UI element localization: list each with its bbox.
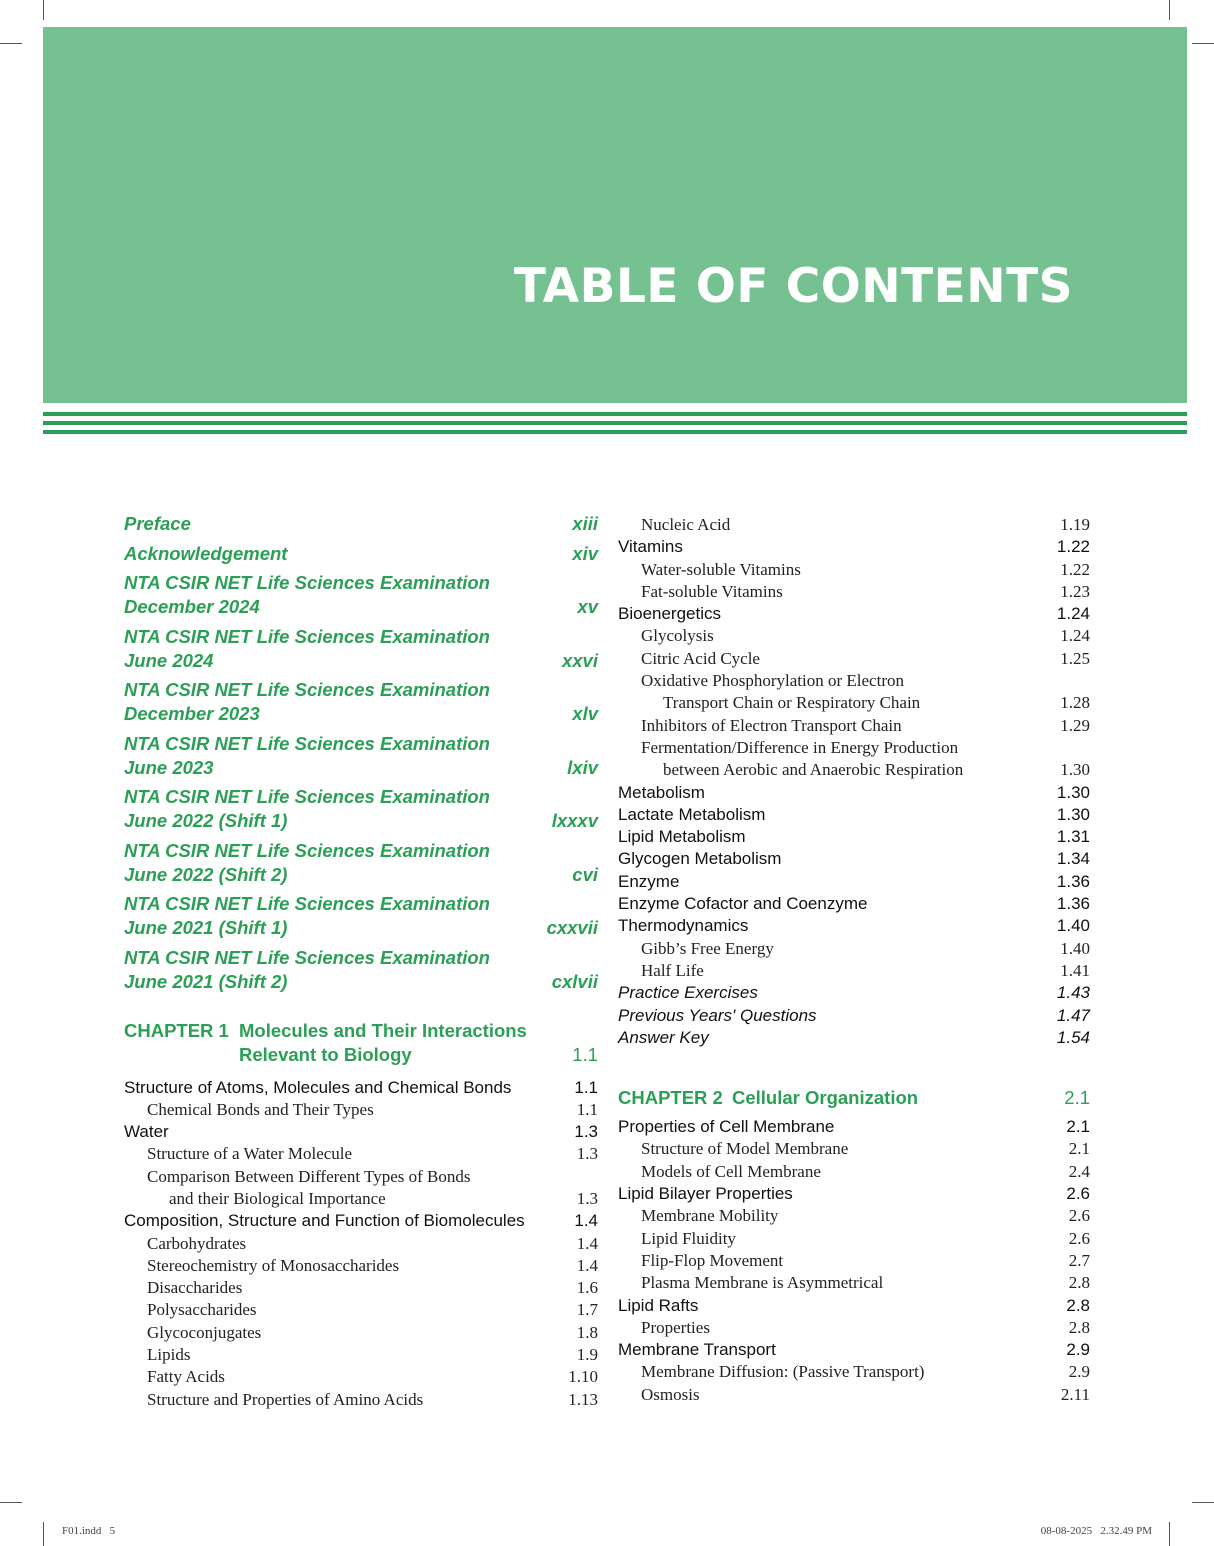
- toc-entry-page: 1.9: [576, 1345, 598, 1365]
- front-matter-label: June 2024: [124, 649, 214, 671]
- front-matter-page: xxvi: [561, 649, 598, 671]
- chapter-page: 1.1: [572, 1043, 598, 1065]
- toc-entry-label: Lipid Rafts: [618, 1295, 699, 1315]
- toc-entry-label: Flip-Flop Movement: [641, 1250, 784, 1270]
- toc-entry-label: Transport Chain or Respiratory Chain: [663, 693, 921, 713]
- toc-entry-page: 2.6: [1068, 1228, 1090, 1248]
- toc-entry-label: Carbohydrates: [147, 1233, 247, 1253]
- toc-entry-h3[interactable]: [618, 692, 1090, 714]
- toc-entry-page: 1.4: [574, 1211, 598, 1231]
- crop-mark: [1192, 1502, 1214, 1503]
- crop-mark: [43, 1522, 44, 1546]
- toc-entry-h2[interactable]: [124, 1344, 598, 1366]
- toc-entry-label: Lactate Metabolism: [618, 804, 766, 824]
- toc-entry-page: 1.29: [1060, 715, 1090, 735]
- toc-entry-h2[interactable]: [618, 559, 1090, 581]
- toc-entry-page: 1.23: [1060, 581, 1090, 601]
- toc-entry-label: Thermodynamics: [618, 916, 749, 936]
- front-matter-label: June 2022 (Shift 1): [124, 810, 288, 831]
- front-matter-list: [124, 512, 598, 994]
- front-matter-label: December 2024: [124, 596, 260, 617]
- toc-entry-h1[interactable]: [124, 1121, 598, 1143]
- front-matter-item[interactable]: [124, 946, 598, 994]
- toc-entry-h1[interactable]: [618, 1295, 1090, 1317]
- front-matter-page: cxxvii: [546, 917, 598, 938]
- toc-entry-label: Composition, Structure and Function of Biomolecules: [124, 1211, 525, 1231]
- toc-entry-page: 1.30: [1056, 782, 1090, 802]
- toc-entry-h1[interactable]: [618, 893, 1090, 915]
- divider-stripe: [43, 412, 1187, 416]
- toc-entry-page: 1.40: [1056, 916, 1090, 936]
- toc-entry-label: Water-soluble Vitamins: [641, 559, 801, 579]
- chapter-number: CHAPTER 2: [618, 1087, 723, 1109]
- toc-entry-label: Osmosis: [641, 1384, 700, 1404]
- front-matter-page: lxxxv: [551, 810, 598, 831]
- toc-entry-page: 1.3: [576, 1144, 598, 1164]
- crop-mark: [0, 1502, 22, 1503]
- front-matter-label: NTA CSIR NET Life Sciences Examination: [124, 786, 490, 807]
- footer-timestamp: 08-08-2025 2.32.49 PM: [1040, 1525, 1152, 1537]
- toc-entry-label: Lipid Bilayer Properties: [618, 1184, 793, 1204]
- toc-entry-label: Metabolism: [618, 782, 705, 802]
- front-matter-page: xiv: [572, 542, 598, 564]
- front-matter-page: xlv: [572, 703, 598, 724]
- toc-entry-page: 1.47: [1056, 1005, 1090, 1025]
- front-matter-page: xv: [577, 596, 598, 617]
- front-matter-page: xiii: [572, 513, 598, 534]
- toc-entry-page: 1.25: [1060, 648, 1090, 668]
- toc-entry-h2[interactable]: [618, 1205, 1090, 1227]
- toc-entry-h1[interactable]: [618, 848, 1090, 870]
- crop-mark: [1169, 1522, 1170, 1546]
- toc-entry-page: 2.1: [1066, 1117, 1090, 1137]
- toc-entry-label: Nucleic Acid: [641, 515, 731, 534]
- front-matter-label: June 2021 (Shift 2): [124, 970, 288, 992]
- toc-entry-h1[interactable]: [124, 1210, 598, 1232]
- toc-entry-page: 2.9: [1066, 1340, 1090, 1360]
- front-matter-label: NTA CSIR NET Life Sciences Examination: [124, 679, 490, 700]
- toc-entry-label: Membrane Transport: [618, 1340, 776, 1360]
- front-matter-item[interactable]: [124, 839, 598, 887]
- toc-entry-label: Bioenergetics: [618, 604, 722, 624]
- front-matter-row: [124, 649, 598, 673]
- toc-entry-label: Glycolysis: [641, 626, 714, 646]
- chapter-page: 2.1: [1064, 1087, 1090, 1109]
- toc-entry-h1[interactable]: [618, 871, 1090, 893]
- toc-entry-h2[interactable]: [618, 648, 1090, 670]
- toc-entry-label: Membrane Diffusion: (Passive Transport): [641, 1362, 925, 1382]
- toc-entry-page: 2.8: [1068, 1273, 1090, 1293]
- toc-entry-label: Structure and Properties of Amino Acids: [147, 1389, 424, 1409]
- header-banner: [43, 27, 1187, 403]
- toc-entry-page: 1.30: [1060, 760, 1090, 780]
- toc-entry-h1[interactable]: [618, 1339, 1090, 1361]
- crop-mark: [1192, 43, 1214, 44]
- toc-entry-page: 1.3: [574, 1122, 598, 1142]
- toc-entry-page: 1.43: [1056, 983, 1090, 1003]
- toc-entry-page: 1.22: [1060, 559, 1090, 579]
- footer-file-slug: F01.indd 5: [62, 1525, 116, 1537]
- front-matter-item[interactable]: [124, 892, 598, 940]
- toc-entry-page: 2.1: [1068, 1139, 1090, 1159]
- toc-entry-h2[interactable]: [618, 1272, 1090, 1294]
- chapter-number: CHAPTER 1: [124, 1019, 229, 1041]
- toc-entry-page: 1.1: [576, 1099, 598, 1119]
- front-matter-item[interactable]: [124, 512, 598, 536]
- toc-entry-label: Chemical Bonds and Their Types: [147, 1099, 374, 1119]
- toc-entry-label: Disaccharides: [147, 1278, 243, 1298]
- toc-entry-h2[interactable]: [124, 1389, 598, 1411]
- toc-entry-h2[interactable]: [618, 1384, 1090, 1406]
- toc-entry-page: 2.11: [1060, 1384, 1090, 1404]
- chapter-title[interactable]: Relevant to Biology: [239, 1043, 412, 1065]
- toc-entry-page: 1.34: [1056, 849, 1090, 869]
- chapter-1-heading: [124, 1019, 598, 1067]
- front-matter-label: NTA CSIR NET Life Sciences Examination: [124, 893, 490, 914]
- toc-entry-it[interactable]: [618, 1005, 1090, 1027]
- toc-entry-page: 1.13: [568, 1389, 598, 1409]
- toc-entry-page: 2.6: [1068, 1206, 1090, 1226]
- toc-entry-h2[interactable]: [618, 514, 1090, 536]
- toc-entry-label: Lipids: [147, 1345, 191, 1365]
- toc-entry-label: Structure of Atoms, Molecules and Chemical Bonds: [124, 1077, 512, 1097]
- toc-entry-h1[interactable]: [618, 915, 1090, 937]
- front-matter-page: cvi: [572, 863, 598, 885]
- toc-entry-page: 1.36: [1056, 871, 1090, 891]
- front-matter-page: lxiv: [567, 756, 598, 778]
- toc-entry-h1[interactable]: [618, 1116, 1090, 1138]
- toc-entry-page: 1.8: [576, 1322, 598, 1342]
- toc-right-column: [618, 514, 1090, 1406]
- toc-entry-h2[interactable]: [618, 938, 1090, 960]
- toc-entry-label: Properties: [641, 1317, 710, 1337]
- toc-entry-page: 1.19: [1060, 515, 1090, 534]
- toc-entry-h2[interactable]: [618, 1228, 1090, 1250]
- toc-entry-label: Polysaccharides: [147, 1300, 257, 1320]
- toc-entry-page: 2.6: [1066, 1184, 1090, 1204]
- toc-entry-label: Gibb’s Free Energy: [641, 938, 774, 958]
- front-matter-label: Acknowledgement: [124, 542, 288, 564]
- toc-entry-page: 1.28: [1060, 693, 1090, 713]
- chapter-2-heading: [618, 1086, 1090, 1112]
- toc-entry-h3[interactable]: [618, 759, 1090, 781]
- toc-entry-page: 1.31: [1056, 827, 1090, 847]
- toc-entry-h2[interactable]: [124, 1299, 598, 1321]
- front-matter-label: Preface: [124, 513, 191, 534]
- toc-entry-page: 1.7: [576, 1300, 598, 1320]
- toc-entry-label: Comparison Between Different Types of Bonds: [147, 1166, 471, 1186]
- toc-left-column: [124, 512, 598, 1411]
- front-matter-row: [124, 809, 598, 833]
- toc-entry-page: 2.9: [1068, 1362, 1090, 1382]
- toc-entry-page: 2.8: [1068, 1317, 1090, 1337]
- front-matter-item[interactable]: [124, 571, 598, 619]
- toc-entry-page: 2.8: [1066, 1295, 1090, 1315]
- toc-entry-label: Practice Exercises: [618, 983, 758, 1003]
- front-matter-label: NTA CSIR NET Life Sciences Examination: [124, 946, 490, 968]
- toc-entry-label: Oxidative Phosphorylation or Electron: [641, 671, 904, 691]
- toc-entry-label: Water: [124, 1122, 169, 1142]
- toc-entry-page: 1.30: [1056, 804, 1090, 824]
- front-matter-label: NTA CSIR NET Life Sciences Examination: [124, 732, 490, 754]
- toc-entry-h2[interactable]: [618, 1138, 1090, 1160]
- front-matter-row: [124, 512, 598, 536]
- front-matter-label: NTA CSIR NET Life Sciences Examination: [124, 625, 490, 647]
- chapter-1-continued-entries: [618, 514, 1090, 1049]
- toc-entry-h3[interactable]: [124, 1188, 598, 1210]
- toc-entry-label: Lipid Metabolism: [618, 827, 746, 847]
- toc-entry-h1[interactable]: [618, 603, 1090, 625]
- toc-entry-label: Fat-soluble Vitamins: [641, 581, 783, 601]
- toc-entry-label: Fatty Acids: [147, 1367, 225, 1387]
- front-matter-row: [124, 702, 598, 726]
- toc-entry-h1[interactable]: [124, 1077, 598, 1099]
- toc-entry-label: Properties of Cell Membrane: [618, 1117, 835, 1137]
- chapter-1-entries: [124, 1077, 598, 1411]
- toc-entry-h2[interactable]: [124, 1233, 598, 1255]
- front-matter-label: NTA CSIR NET Life Sciences Examination: [124, 572, 490, 593]
- toc-entry-label: Stereochemistry of Monosaccharides: [147, 1255, 400, 1275]
- page-title: TABLE OF CONTENTS: [513, 259, 1073, 314]
- toc-entry-page: 1.1: [574, 1077, 598, 1097]
- toc-entry-page: 1.6: [576, 1278, 598, 1298]
- toc-entry-h2[interactable]: [618, 737, 1090, 759]
- toc-entry-label: Previous Years' Questions: [618, 1005, 817, 1025]
- chapter-title[interactable]: Molecules and Their Interactions: [239, 1019, 527, 1041]
- toc-entry-h2[interactable]: [618, 625, 1090, 647]
- front-matter-row: [124, 756, 598, 780]
- toc-entry-h2[interactable]: [124, 1143, 598, 1165]
- toc-entry-page: 1.10: [568, 1367, 598, 1387]
- toc-entry-label: between Aerobic and Anaerobic Respiration: [663, 760, 964, 780]
- toc-entry-page: 1.40: [1060, 938, 1090, 958]
- toc-entry-h2[interactable]: [124, 1255, 598, 1277]
- crop-mark: [1169, 0, 1170, 20]
- chapter-2-entries: [618, 1116, 1090, 1406]
- toc-entry-label: and their Biological Importance: [169, 1188, 386, 1208]
- toc-entry-label: Glycogen Metabolism: [618, 849, 782, 869]
- toc-entry-label: Citric Acid Cycle: [641, 648, 760, 668]
- toc-entry-h2[interactable]: [618, 960, 1090, 982]
- toc-entry-label: Glycoconjugates: [147, 1322, 262, 1342]
- front-matter-row: [124, 916, 598, 940]
- toc-entry-it[interactable]: [618, 982, 1090, 1004]
- toc-entry-h1[interactable]: [618, 804, 1090, 826]
- toc-entry-page: 1.3: [576, 1188, 598, 1208]
- toc-entry-page: 1.24: [1060, 626, 1090, 646]
- toc-entry-page: 1.41: [1060, 960, 1090, 980]
- front-matter-item[interactable]: [124, 678, 598, 726]
- front-matter-item[interactable]: [124, 625, 598, 673]
- front-matter-row: [124, 970, 598, 994]
- front-matter-item[interactable]: [124, 785, 598, 833]
- toc-entry-it[interactable]: [618, 1027, 1090, 1049]
- toc-entry-label: Half Life: [641, 960, 704, 980]
- toc-entry-page: 1.4: [576, 1255, 598, 1275]
- toc-entry-h2[interactable]: [618, 1317, 1090, 1339]
- toc-entry-page: 2.7: [1068, 1250, 1090, 1270]
- toc-entry-label: Plasma Membrane is Asymmetrical: [641, 1273, 884, 1293]
- toc-entry-h2[interactable]: [124, 1322, 598, 1344]
- toc-entry-h2[interactable]: [618, 1161, 1090, 1183]
- toc-entry-h2[interactable]: [618, 581, 1090, 603]
- front-matter-page: cxlvii: [551, 970, 598, 992]
- chapter-title[interactable]: Cellular Organization: [732, 1087, 919, 1109]
- toc-entry-h2[interactable]: [124, 1166, 598, 1188]
- front-matter-label: June 2021 (Shift 1): [124, 917, 288, 938]
- front-matter-item[interactable]: [124, 542, 598, 566]
- front-matter-row: [124, 595, 598, 619]
- toc-entry-page: 1.4: [576, 1233, 598, 1253]
- toc-entry-label: Enzyme: [618, 871, 680, 891]
- toc-entry-label: Membrane Mobility: [641, 1206, 779, 1226]
- toc-entry-h2[interactable]: [618, 1361, 1090, 1383]
- front-matter-label: June 2023: [124, 756, 214, 778]
- toc-entry-page: 1.54: [1056, 1027, 1090, 1047]
- toc-entry-page: 2.4: [1068, 1161, 1090, 1181]
- toc-entry-h2[interactable]: [124, 1277, 598, 1299]
- toc-entry-h2[interactable]: [618, 715, 1090, 737]
- toc-entry-h2[interactable]: [124, 1366, 598, 1388]
- toc-entry-h2[interactable]: [618, 670, 1090, 692]
- front-matter-item[interactable]: [124, 732, 598, 780]
- front-matter-label: June 2022 (Shift 2): [124, 863, 288, 885]
- divider-stripe: [43, 430, 1187, 434]
- toc-entry-h1[interactable]: [618, 536, 1090, 558]
- toc-entry-h1[interactable]: [618, 1183, 1090, 1205]
- toc-entry-h2[interactable]: [618, 1250, 1090, 1272]
- toc-entry-label: Enzyme Cofactor and Coenzyme: [618, 894, 868, 914]
- toc-entry-page: 1.36: [1056, 894, 1090, 914]
- toc-entry-label: Vitamins: [618, 537, 683, 557]
- toc-entry-label: Answer Key: [618, 1027, 709, 1047]
- toc-entry-label: Lipid Fluidity: [641, 1228, 736, 1248]
- front-matter-row: [124, 863, 598, 887]
- toc-entry-label: Fermentation/Difference in Energy Production: [641, 737, 959, 757]
- toc-entry-label: Models of Cell Membrane: [641, 1161, 821, 1181]
- toc-entry-h1[interactable]: [618, 782, 1090, 804]
- toc-entry-label: Structure of a Water Molecule: [147, 1144, 353, 1164]
- toc-entry-h2[interactable]: [124, 1099, 598, 1121]
- divider-stripe: [43, 421, 1187, 425]
- front-matter-label: NTA CSIR NET Life Sciences Examination: [124, 839, 490, 861]
- toc-entry-h1[interactable]: [618, 826, 1090, 848]
- toc-entry-label: Inhibitors of Electron Transport Chain: [641, 715, 902, 735]
- crop-mark: [0, 43, 22, 44]
- front-matter-label: December 2023: [124, 703, 260, 724]
- crop-mark: [43, 0, 44, 20]
- toc-entry-label: Structure of Model Membrane: [641, 1139, 849, 1159]
- front-matter-row: [124, 542, 598, 566]
- toc-entry-page: 1.22: [1056, 537, 1090, 557]
- toc-entry-page: 1.24: [1056, 604, 1090, 624]
